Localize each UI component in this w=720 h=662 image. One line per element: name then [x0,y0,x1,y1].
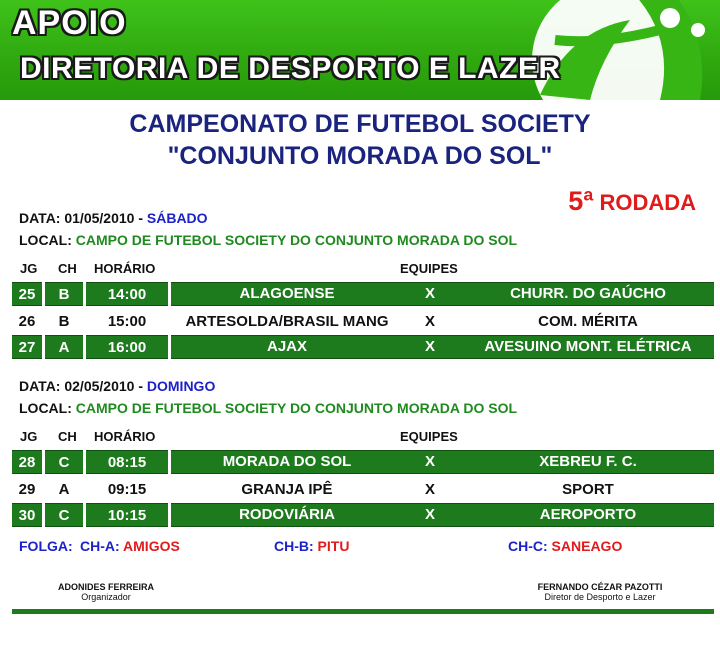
table-header-1: JG CH HORÁRIO EQUIPES [20,261,458,276]
match-row: 29 A 09:15 GRANJA IPÊ X SPORT [12,478,714,502]
date-value: 02/05/2010 [64,378,135,394]
banner-subtitle: DIRETORIA DE DESPORTO E LAZER [20,52,561,85]
signature-director: FERNANDO CÉZAR PAZOTTI Diretor de Desporto e Lazer [537,582,663,602]
page-title: CAMPEONATO DE FUTEBOL SOCIETY [129,110,591,138]
weekday: SÁBADO [146,210,208,226]
round-text: RODADA [599,190,696,215]
location-value: CAMPO DE FUTEBOL SOCIETY DO CONJUNTO MORADA DO SOL [75,232,518,248]
banner-title: APOIO [12,4,127,42]
table-header-2: JG CH HORÁRIO EQUIPES [20,429,458,444]
location-line-2: LOCAL: CAMPO DE FUTEBOL SOCIETY DO CONJUNTO MORADA DO SOL [19,400,518,416]
folga-ch-c: CH-C: SANEAGO [508,538,623,554]
location-line-1: LOCAL: CAMPO DE FUTEBOL SOCIETY DO CONJUNTO MORADA DO SOL [19,232,518,248]
match-row: 27 A 16:00 AJAX X AVESUINO MONT. ELÉTRICA [12,335,714,359]
location-value: CAMPO DE FUTEBOL SOCIETY DO CONJUNTO MORADA DO SOL [75,400,518,416]
round-label [568,186,696,217]
round-number: 5ª [568,186,594,216]
date-value: 01/05/2010 [64,210,135,226]
folga-ch-b: CH-B: PITU [274,538,350,554]
weekday: DOMINGO [146,378,216,394]
date-line-1: DATA: 01/05/2010 - SÁBADO [19,210,208,226]
folga-label: FOLGA: [19,538,73,554]
page-subtitle: "CONJUNTO MORADA DO SOL" [167,142,553,170]
header-banner [0,0,720,100]
folga-ch-a: CH-A: AMIGOS [80,538,180,554]
match-row: 25 B 14:00 ALAGOENSE X CHURR. DO GAÚCHO [12,282,714,306]
match-row: 28 C 08:15 MORADA DO SOL X XEBREU F. C. [12,450,714,474]
signature-organizer: ADONIDES FERREIRA Organizador [57,582,154,602]
footer-divider [12,609,714,614]
match-row: 26 B 15:00 ARTESOLDA/BRASIL MANG X COM. MÉRITA [12,310,714,334]
match-row: 30 C 10:15 RODOVIÁRIA X AEROPORTO [12,503,714,527]
date-line-2: DATA: 02/05/2010 - DOMINGO [19,378,216,394]
